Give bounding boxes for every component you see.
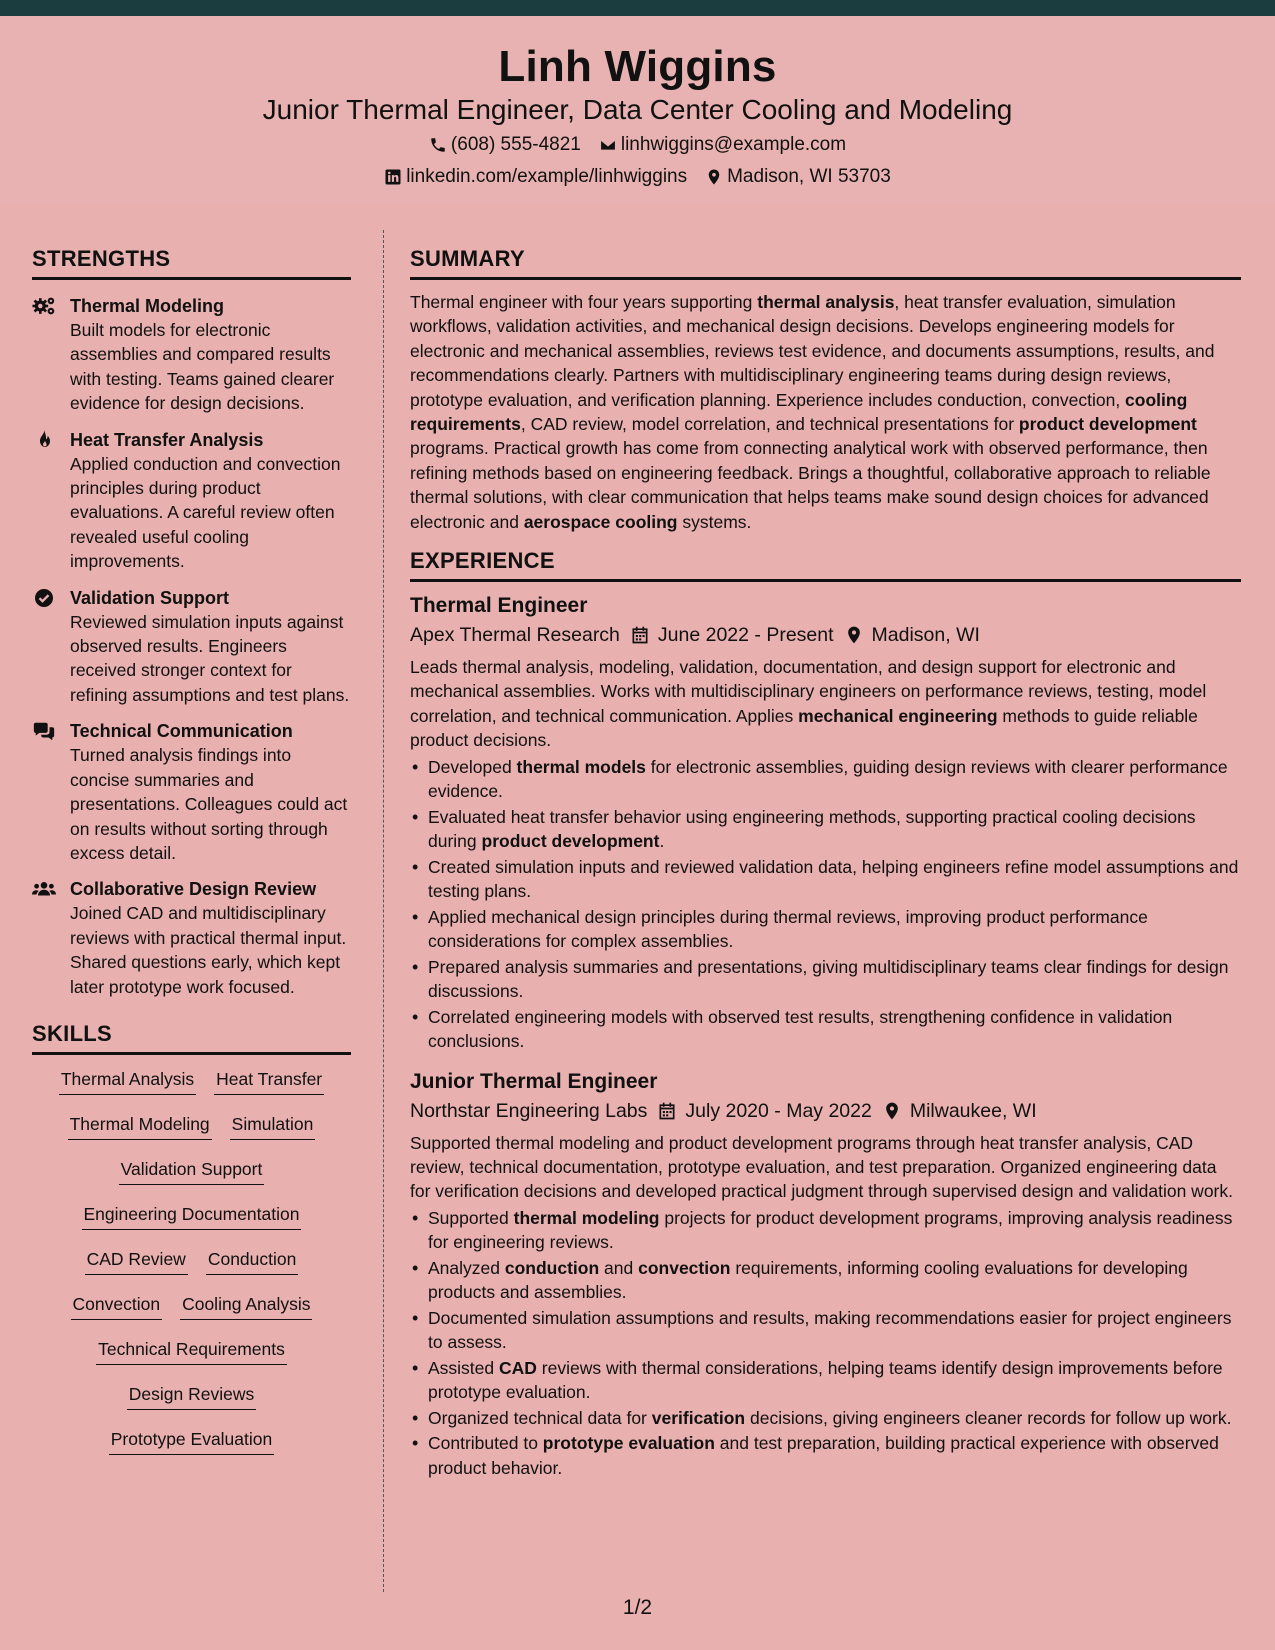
skills-row — [32, 1202, 351, 1247]
email-text[interactable]: linhwiggins@example.com — [620, 134, 847, 155]
job-title: Thermal Engineer — [410, 594, 588, 618]
emphasized-text: convection — [638, 1257, 731, 1278]
skill-tag: Simulation — [230, 1112, 316, 1140]
skill-tag: Validation Support — [119, 1157, 265, 1185]
text-run: Created simulation inputs and reviewed validation data, helping engineers refine model assumptions and testing plans. — [428, 856, 1239, 902]
skill-tag: Technical Requirements — [96, 1337, 287, 1365]
calendar-icon — [630, 625, 650, 645]
text-run: projects for product development programs, improving analysis readiness for engineering reviews. — [428, 1207, 1233, 1253]
job-dates: June 2022 - Present — [630, 620, 834, 650]
text-run: for electronic assemblies, guiding design reviews with clearer performance evidence. — [428, 756, 1228, 802]
text-run: decisions, giving engineers cleaner records for follow up work. — [745, 1407, 1232, 1428]
skills-row — [32, 1112, 351, 1157]
job-bullet — [410, 805, 1241, 854]
text-run: Leads thermal analysis, modeling, validation, documentation, and design support for electronic and mechanical assemblies. Works with multidisciplinary engineers on performance reviews, testing, model correlation, and technical communication. Applies — [410, 657, 1207, 726]
job-bullet — [410, 1306, 1241, 1355]
calendar-icon — [657, 1101, 677, 1121]
text-run: Supported thermal modeling and product development programs through heat transfer analysis, CAD review, technical documentation, prototype evaluation, and test preparation. Organized engineering data for verification decisions and developed practical judgment through supervised design and validation work. — [410, 1132, 1233, 1202]
users-icon — [32, 878, 56, 900]
emphasized-text: aerospace cooling — [523, 511, 678, 532]
summary-text — [410, 290, 1241, 534]
experience-heading: EXPERIENCE — [410, 548, 1241, 582]
emphasized-text: thermal modeling — [513, 1207, 660, 1228]
job-entry — [410, 592, 1241, 1053]
skill-tag: Thermal Modeling — [68, 1112, 212, 1140]
text-run: . — [659, 831, 665, 852]
text-run: and test preparation, building practical experience with observed product behavior. — [428, 1433, 1219, 1478]
text-run: Contributed to — [428, 1433, 543, 1454]
emphasized-text: CAD — [499, 1357, 537, 1378]
strength-title: Heat Transfer Analysis — [70, 429, 264, 450]
phone-text: (608) 555-4821 — [450, 134, 581, 155]
email-item[interactable] — [599, 134, 846, 156]
skill-tag: Thermal Analysis — [59, 1067, 196, 1095]
job-bullet — [410, 1005, 1241, 1054]
text-run: Correlated engineering models with observed test results, strengthening confidence in validation conclusions. — [428, 1006, 1173, 1052]
page-number: 1/2 — [622, 1596, 653, 1619]
map-pin-icon — [882, 1101, 902, 1121]
strength-description: Joined CAD and multidisciplinary reviews with practical thermal input. Shared questions early, which kept later prototype work focused. — [70, 903, 347, 997]
skill-tag: Cooling Analysis — [180, 1292, 312, 1320]
emphasized-text: thermal models — [516, 756, 646, 777]
candidate-title: Junior Thermal Engineer, Data Center Cooling and Modeling — [262, 94, 1013, 125]
job-bullets — [410, 755, 1241, 1054]
emphasized-text: product development — [481, 831, 660, 852]
skills-row — [32, 1337, 351, 1382]
text-run: Evaluated heat transfer behavior using engineering methods, supporting practical cooling decisions during — [428, 806, 1196, 852]
strength-item — [32, 877, 351, 999]
emphasized-text: product development — [1018, 414, 1197, 435]
linkedin-icon — [384, 168, 402, 186]
resume-header — [0, 16, 1275, 204]
job-bullet — [410, 755, 1241, 804]
map-pin-icon — [705, 168, 723, 186]
text-run: Documented simulation assumptions and results, making recommendations easier for project engineers to assess. — [428, 1307, 1232, 1353]
candidate-name: Linh Wiggins — [498, 42, 777, 91]
map-pin-icon — [844, 625, 864, 645]
skill-tag: CAD Review — [85, 1247, 188, 1275]
job-title: Junior Thermal Engineer — [410, 1069, 658, 1093]
text-run: Thermal engineer with four years supporting — [410, 292, 758, 312]
linkedin-text[interactable]: linkedin.com/example/linhwiggins — [406, 166, 688, 187]
skills-row — [32, 1247, 351, 1292]
skills-row — [32, 1292, 351, 1337]
summary-heading: SUMMARY — [410, 246, 1241, 280]
job-bullet — [410, 955, 1241, 1004]
text-run: Analyzed — [428, 1257, 505, 1278]
job-location: Milwaukee, WI — [882, 1096, 1037, 1126]
text-run: Applied mechanical design principles during thermal reviews, improving product performance considerations for complex assemblies. — [428, 906, 1148, 952]
skill-tag: Prototype Evaluation — [109, 1427, 275, 1455]
strength-item — [32, 294, 351, 416]
linkedin-item[interactable] — [384, 166, 687, 188]
job-bullet — [410, 1256, 1241, 1305]
skill-tag: Heat Transfer — [214, 1067, 324, 1095]
text-run: reviews with thermal considerations, helping teams identify design improvements before prototype evaluation. — [428, 1357, 1223, 1403]
strength-description: Reviewed simulation inputs against observed results. Engineers received stronger context for refining assumptions and test plans. — [70, 611, 350, 705]
text-run: , CAD review, model correlation, and technical presentations for — [520, 414, 1019, 435]
skill-tag: Convection — [71, 1292, 163, 1320]
job-bullets — [410, 1206, 1241, 1480]
job-entry — [410, 1068, 1241, 1481]
emphasized-text: mechanical engineering — [798, 705, 998, 726]
text-run: methods to guide reliable product decisions. — [410, 705, 1198, 751]
skill-tag: Conduction — [206, 1247, 299, 1275]
location-item — [705, 166, 891, 188]
job-dates: July 2020 - May 2022 — [657, 1096, 871, 1126]
strength-item — [32, 719, 351, 865]
strength-description: Turned analysis findings into concise summaries and presentations. Colleagues could act on results without sorting through excess detail. — [70, 745, 348, 863]
emphasized-text: conduction — [504, 1257, 600, 1278]
job-location: Madison, WI — [844, 620, 980, 650]
experience-list — [410, 592, 1241, 1480]
gears-icon — [32, 295, 56, 317]
emphasized-text: prototype evaluation — [542, 1433, 715, 1454]
job-bullet — [410, 1356, 1241, 1405]
job-bullet — [410, 1431, 1241, 1480]
text-run: and — [599, 1257, 639, 1278]
job-company: Northstar Engineering Labs — [410, 1099, 648, 1122]
skills-row — [32, 1427, 351, 1472]
strength-title: Validation Support — [70, 587, 230, 608]
check-circle-icon — [32, 587, 56, 609]
skills-row — [32, 1382, 351, 1427]
job-company: Apex Thermal Research — [410, 624, 620, 647]
text-run: , heat transfer evaluation, simulation workflows, validation activities, and mechanical design decisions. Develops engineering models for electronic and mechanical assemblies, reviews test evidence, and documents assumptions, results, and recommendations clearly. Partners with multidisciplinary engineering teams during design reviews, prototype evaluation, and verification planning. Experience includes conduction, convection, — [410, 292, 1215, 410]
skills-row — [32, 1157, 351, 1202]
job-meta — [410, 620, 1241, 650]
job-bullet — [410, 1206, 1241, 1255]
text-run: systems. — [677, 511, 752, 532]
envelope-icon — [599, 136, 617, 154]
skills-list — [32, 1067, 351, 1472]
phone-icon — [429, 136, 447, 154]
text-run: requirements, informing cooling evaluations for developing products and assemblies. — [428, 1257, 1188, 1303]
right-column — [410, 246, 1241, 1481]
text-run: Assisted — [428, 1357, 499, 1378]
location-text: Madison, WI 53703 — [727, 166, 891, 187]
strength-item — [32, 586, 351, 708]
strength-description: Built models for electronic assemblies and compared results with testing. Teams gained clearer evidence for design decisions. — [70, 320, 335, 414]
job-bullet — [410, 905, 1241, 954]
job-meta — [410, 1096, 1241, 1126]
strengths-heading: STRENGTHS — [32, 246, 351, 280]
contact-row-1 — [0, 134, 1275, 156]
text-run: Organized technical data for — [428, 1407, 652, 1428]
skill-tag: Design Reviews — [127, 1382, 256, 1410]
skills-heading: SKILLS — [32, 1021, 351, 1055]
contact-row-2 — [0, 166, 1275, 188]
job-bullet — [410, 855, 1241, 904]
flame-icon — [32, 429, 56, 451]
skill-tag: Engineering Documentation — [82, 1202, 302, 1230]
job-description — [410, 655, 1241, 753]
strength-title: Thermal Modeling — [70, 296, 225, 316]
text-run: Supported — [428, 1207, 514, 1228]
job-description — [410, 1131, 1241, 1204]
emphasized-text: thermal analysis — [757, 292, 895, 312]
emphasized-text: cooling requirements — [410, 389, 1188, 435]
strength-title: Collaborative Design Review — [70, 879, 317, 900]
strength-description: Applied conduction and convection principles during product evaluations. A careful review often revealed useful cooling improvements. — [70, 453, 341, 572]
skills-row — [32, 1067, 351, 1112]
left-column — [32, 246, 351, 1472]
text-run: Developed — [428, 756, 517, 777]
emphasized-text: verification — [651, 1407, 746, 1428]
top-accent-bar — [0, 0, 1275, 16]
comments-icon — [32, 720, 56, 742]
text-run: programs. Practical growth has come from connecting analytical work with observed performance, then refining methods based on engineering feedback. Brings a thoughtful, collaborative approach to reliable thermal solutions, with clear communication that helps teams make sound design choices for advanced electronic and — [410, 438, 1211, 532]
strengths-list — [32, 294, 351, 999]
strength-title: Technical Communication — [70, 721, 293, 742]
text-run: Prepared analysis summaries and presentations, giving multidisciplinary teams clear findings for design discussions. — [428, 956, 1229, 1002]
column-divider — [383, 230, 384, 1592]
strength-item — [32, 428, 351, 574]
phone-item — [429, 134, 581, 156]
job-bullet — [410, 1406, 1241, 1430]
